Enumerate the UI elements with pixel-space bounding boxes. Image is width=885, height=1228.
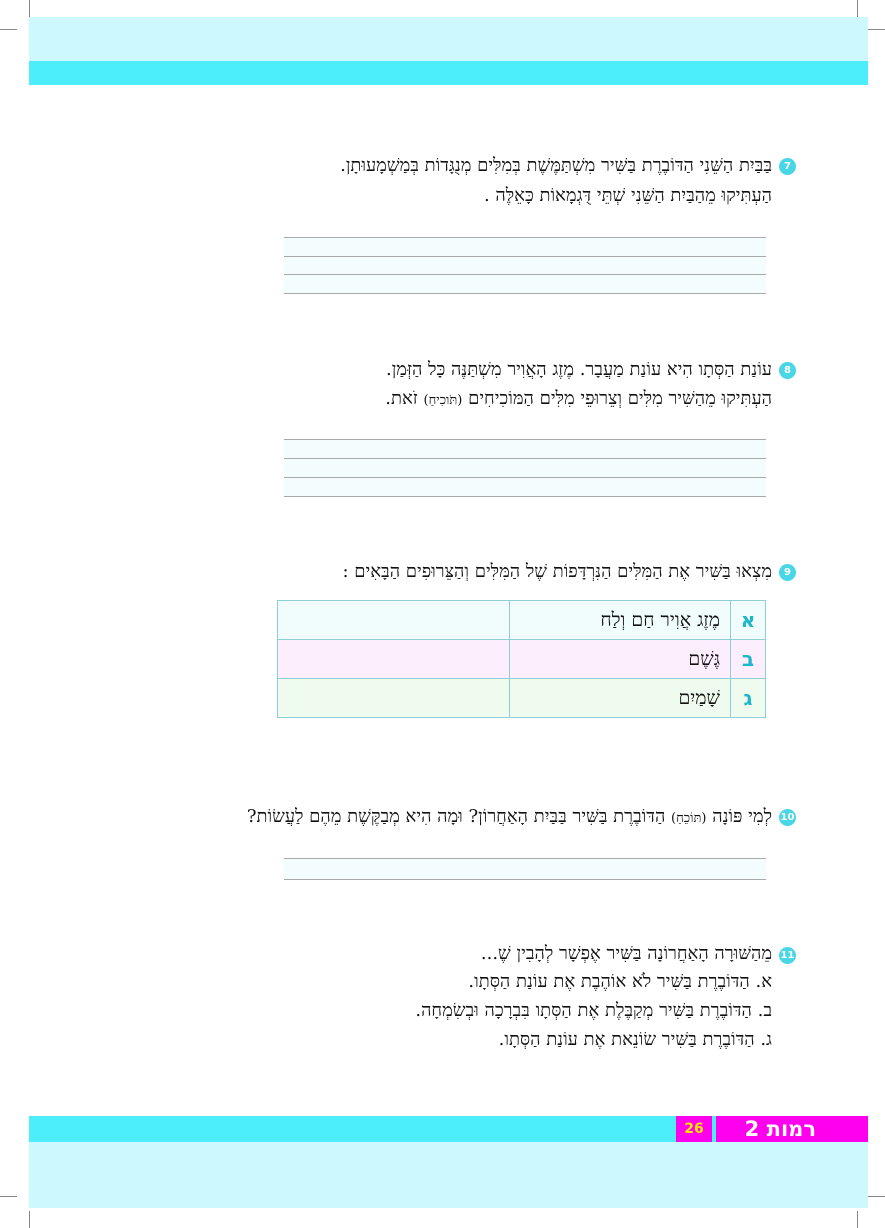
- answer-line[interactable]: [284, 274, 766, 275]
- question-9-number: 9: [779, 564, 796, 581]
- question-8-line-2: [385, 385, 772, 415]
- book-title: רמות 2: [716, 1116, 868, 1142]
- crop-mark: [868, 1196, 885, 1197]
- question-10-text-c: הַדּוֹבֶרֶת בַּשִּׁיר בַּבַּיִת הָאַחֲרוֹן? וּמָה הִיא מְבַקֶּשֶׁת מֵהֶם לַעֲשׂוֹת?: [246, 806, 666, 827]
- crop-mark: [29, 1211, 30, 1228]
- crop-mark: [29, 0, 30, 17]
- answer-cell[interactable]: [278, 601, 510, 640]
- row-word: מֶזֶג אֲוִיר חַם וְלַח: [510, 601, 731, 640]
- question-7-line-2: הַעְתִּיקוּ מֵהַבַּיִת הַשֵּׁנִי שְׁתֵּי דֻּגְמָאוֹת כָּאֵלֶּה .: [483, 185, 772, 206]
- question-10-text-a: לְמִי פּוֹנָה: [712, 806, 772, 827]
- answer-line[interactable]: [284, 496, 766, 497]
- page-number: 26: [676, 1116, 712, 1142]
- answer-line[interactable]: [284, 439, 766, 440]
- answer-area-10: [284, 858, 766, 879]
- row-letter: ג: [731, 679, 766, 718]
- table-row: [278, 601, 766, 640]
- header-stripe: [29, 61, 868, 85]
- crop-mark: [857, 0, 858, 17]
- synonyms-table: [277, 600, 766, 718]
- crop-mark: [0, 29, 17, 30]
- answer-line[interactable]: [284, 858, 766, 859]
- crop-mark: [857, 1211, 858, 1228]
- row-letter: א: [731, 601, 766, 640]
- row-word: שָׁמַיִם: [510, 679, 731, 718]
- option-a[interactable]: א. הַדּוֹבֶרֶת בַּשִּׁיר לֹא אוֹהֶבֶת אֶת עוֹנַת הַסְּתָו.: [468, 971, 772, 992]
- answer-cell[interactable]: [278, 679, 510, 718]
- question-11-number: 11: [779, 947, 796, 964]
- answer-line[interactable]: [284, 237, 766, 238]
- answer-line[interactable]: [284, 879, 766, 880]
- question-8-line-1: עוֹנַת הַסְּתָו הִיא עוֹנַת מַעֲבָר. מֶזֶג הָאֲוִיר מִשְׁתַּנֶּה כָּל הַזְּמַן.: [385, 359, 772, 380]
- question-7-line-1: בַּבַּיִת הַשֵּׁנִי הַדּוֹבֶרֶת בַּשִּׁיר מִשְׁתַּמֶּשֶׁת בְּמִלִּים מְנֻגָּדוֹת בְּמַשְׁמָעוּתָן.: [340, 155, 772, 176]
- question-8-gloss: (תֹּוכִיחַ): [423, 393, 463, 408]
- answer-line[interactable]: [284, 477, 766, 478]
- footer-band: [29, 1142, 868, 1208]
- answer-line[interactable]: [284, 458, 766, 459]
- row-word: גֶּשֶׁם: [510, 640, 731, 679]
- crop-mark: [0, 1196, 17, 1197]
- question-7-number: 7: [779, 158, 796, 175]
- question-8-line-2-c: זֹאת.: [385, 388, 418, 409]
- question-11-text: מֵהַשּׁוּרָה הָאַחֲרוֹנָה בַּשִּׁיר אֶפְשָׁר לְהָבִין שֶׁ...: [480, 943, 772, 964]
- question-8-number: 8: [779, 362, 796, 379]
- question-10-number: 10: [779, 809, 796, 826]
- answer-area-8: [284, 439, 766, 496]
- question-9-text: מִצְאוּ בַּשִּׁיר אֶת הַמִּלִּים הַנִּרְדָּפוֹת שֶׁל הַמִּלִּים וְהַצֵּרוּפִים הַבָּאִים :: [342, 561, 772, 582]
- answer-line[interactable]: [284, 293, 766, 294]
- table-row: [278, 640, 766, 679]
- table-row: [278, 679, 766, 718]
- option-b[interactable]: ב. הַדּוֹבֶרֶת בַּשִּׁיר מְקַבֶּלֶת אֶת הַסְּתָו בִּבְרָכָה וּבְשִׂמְחָה.: [415, 1000, 772, 1021]
- question-10-gloss: (תּוֹכֵחַ): [671, 811, 707, 826]
- answer-line[interactable]: [284, 256, 766, 257]
- row-letter: ב: [731, 640, 766, 679]
- answer-cell[interactable]: [278, 640, 510, 679]
- header-band: [29, 17, 868, 61]
- question-8-line-2-a: הַעְתִּיקוּ מֵהַשִּׁיר מִלִּים וְצֵרוּפֵי מִלִּים הַמּוֹכִיחִים: [468, 388, 772, 409]
- question-10-text: [247, 803, 772, 833]
- option-c[interactable]: ג. הַדּוֹבֶרֶת בַּשִּׁיר שׂוֹנֵאת אֶת עוֹנַת הַסְּתָו.: [498, 1029, 772, 1050]
- crop-mark: [868, 29, 885, 30]
- answer-area-7: [284, 237, 766, 293]
